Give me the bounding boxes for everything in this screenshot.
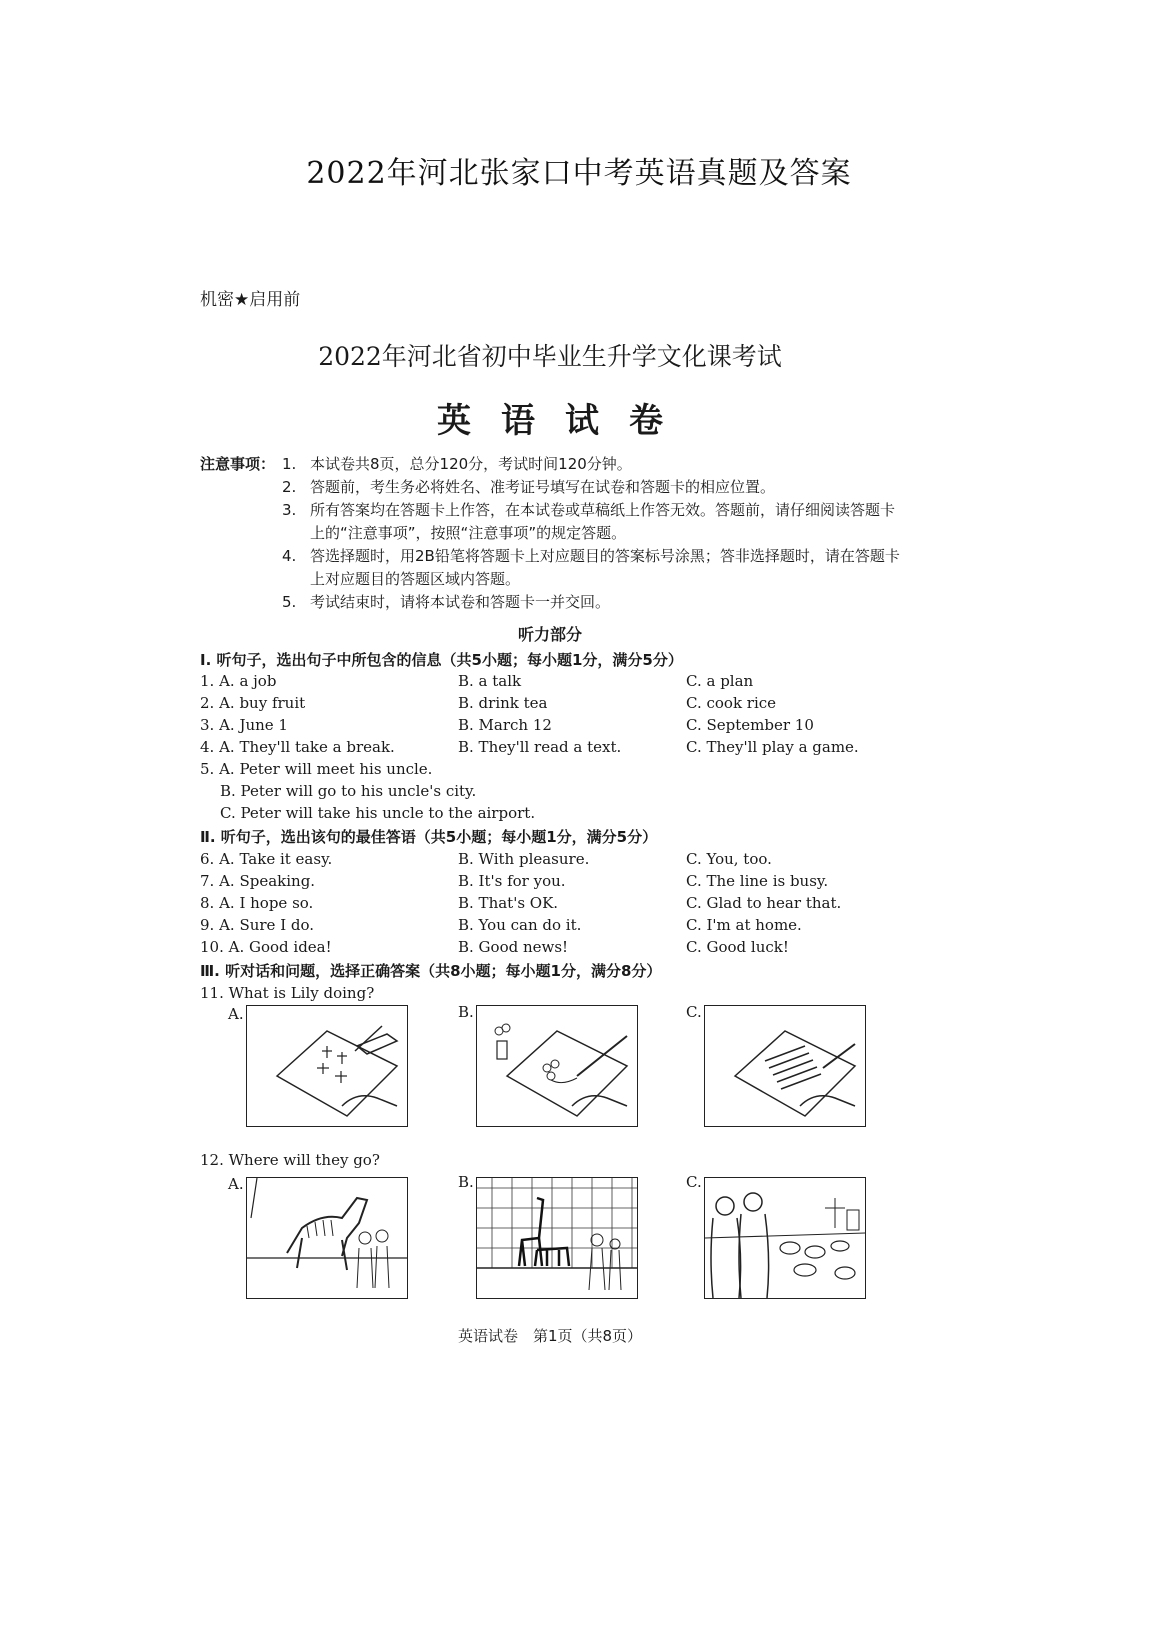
exam-title: 2022年河北省初中毕业生升学文化课考试 bbox=[318, 342, 782, 371]
subject-title: 英语试卷 bbox=[437, 401, 693, 441]
section-1-heading: Ⅰ. 听句子，选出句子中所包含的信息（共5小题；每小题1分，满分5分） bbox=[200, 651, 683, 669]
option-label: C. bbox=[686, 1003, 702, 1021]
question-row: 4. A. They'll take a break. B. They'll read a text. C. They'll play a game. bbox=[200, 738, 859, 756]
question-row: 2. A. buy fruit B. drink tea C. cook rice bbox=[200, 694, 777, 712]
picture-writing-letter bbox=[704, 1005, 866, 1127]
question-row: 6. A. Take it easy. B. With pleasure. C. You, too. bbox=[200, 850, 772, 868]
question-row: 7. A. Speaking. B. It's for you. C. The line is busy. bbox=[200, 872, 829, 890]
picture-farm bbox=[704, 1177, 866, 1299]
writing-letter-illustration bbox=[705, 1006, 865, 1126]
question-row: 9. A. Sure I do. B. You can do it. C. I'm at home. bbox=[200, 916, 802, 934]
picture-zoo bbox=[476, 1177, 638, 1299]
listening-part-title: 听力部分 bbox=[517, 625, 582, 644]
question-row: 1. A. a job B. a talk C. a plan bbox=[200, 672, 754, 690]
picture-drawing-flowers bbox=[476, 1005, 638, 1127]
option-label: B. bbox=[458, 1173, 474, 1191]
question-row: 3. A. June 1 B. March 12 C. September 10 bbox=[200, 716, 814, 734]
museum-dinosaur-illustration bbox=[247, 1178, 407, 1298]
picture-museum bbox=[246, 1177, 408, 1299]
page-footer: 英语试卷 第1页（共8页） bbox=[457, 1327, 643, 1345]
section-3-heading: Ⅲ. 听对话和问题，选择正确答案（共8小题；每小题1分，满分8分） bbox=[200, 962, 662, 980]
option-label: B. bbox=[458, 1003, 474, 1021]
drawing-flowers-illustration bbox=[477, 1006, 637, 1126]
picture-writing-chinese bbox=[246, 1005, 408, 1127]
question-row: 8. A. I hope so. B. That's OK. C. Glad to hear that. bbox=[200, 894, 842, 912]
question-option: B. Peter will go to his uncle's city. bbox=[220, 782, 477, 800]
document-heading: 2022年河北张家口中考英语真题及答案 bbox=[306, 156, 852, 191]
question-row: 10. A. Good idea! B. Good news! C. Good luck! bbox=[200, 938, 789, 956]
writing-chinese-illustration bbox=[247, 1006, 407, 1126]
question-12: 12. Where will they go? bbox=[200, 1151, 380, 1169]
question-11: 11. What is Lily doing? bbox=[200, 984, 375, 1002]
confidential-mark: 机密★启用前 bbox=[200, 290, 301, 310]
question-option: C. Peter will take his uncle to the airport. bbox=[220, 804, 536, 822]
option-label: C. bbox=[686, 1173, 702, 1191]
notes-label: 注意事项： bbox=[200, 455, 276, 473]
zoo-giraffe-illustration bbox=[477, 1178, 637, 1298]
section-2-heading: Ⅱ. 听句子，选出该句的最佳答语（共5小题；每小题1分，满分5分） bbox=[200, 828, 658, 846]
option-label: A. bbox=[228, 1175, 244, 1193]
option-label: A. bbox=[228, 1005, 244, 1023]
farm-animals-illustration bbox=[705, 1178, 865, 1298]
question-row: 5. A. Peter will meet his uncle. bbox=[200, 760, 433, 778]
